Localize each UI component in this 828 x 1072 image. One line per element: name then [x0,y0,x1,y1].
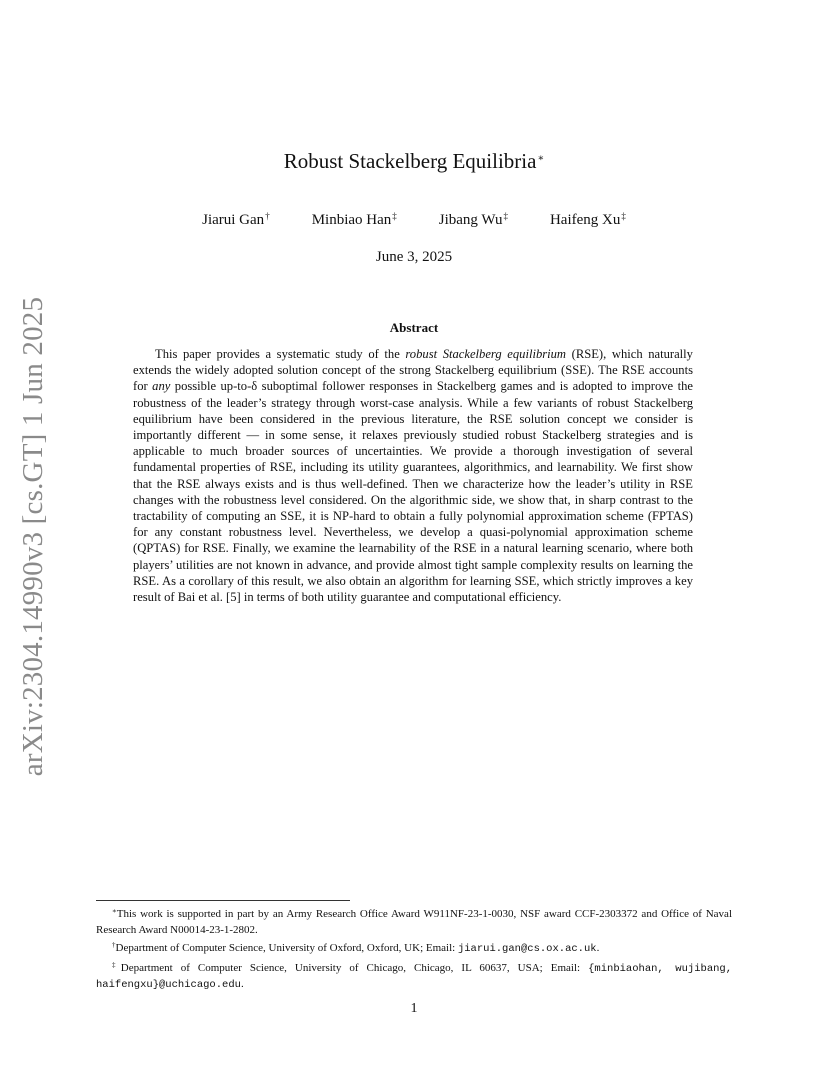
arxiv-side-identifier: arXiv:2304.14990v3 [cs.GT] 1 Jun 2025 [17,296,50,776]
author: Haifeng Xu‡ [549,211,626,228]
title-footnote-mark: ∗ [537,153,545,164]
author: Jibang Wu‡ [438,211,508,228]
footnote: ∗This work is supported in part by an Army Research Office Award W911NF-23-1-0030, NSF award CCF-2303372 and Office of Naval Research Award N00014-23-1-2802. [96,907,732,936]
paper-date: June 3, 2025 [375,249,453,265]
footnote-email[interactable]: jiarui.gan@cs.ox.ac.uk [457,943,597,955]
author: Jiarui Gan† [202,211,270,228]
paper-title: Robust Stackelberg Equilibria∗ [283,149,545,173]
footnote: †Department of Computer Science, University of Oxford, Oxford, UK; Email: jiarui.gan@cs.ox.ac.uk. [112,941,600,955]
abstract-heading: Abstract [389,320,439,335]
author: Minbiao Han‡ [311,211,397,228]
author-list [0,211,828,229]
page-number: 1 [410,1001,418,1016]
footnote-email[interactable]: {minbiaohan, wujibang, haifengxu}@uchicago.edu [96,962,733,991]
footnote: ‡Department of Computer Science, University of Chicago, Chicago, IL 60637, USA; Email: {minbiaohan, wujibang, haifengxu}@uchicago.edu. [96,960,733,991]
abstract-body: This paper provides a systematic study of the robust Stackelberg equilibrium (RSE), which naturally extends the widely adopted solution concept of the strong Stackelberg equilibrium (SSE). The RSE accounts for any possible up-to-δ suboptimal follower responses in Stackelberg games and is adopted to improve the robustness of the leader’s strategy through worst-case analysis. While a few variants of robust Stackelberg equilibrium have been considered in the previous literature, the RSE solution concept we consider is importantly different — in some sense, it relaxes previously studied robust Stackelberg strategies and is applicable to much broader sources of uncertainties. We provide a thorough investigation of several fundamental properties of RSE, including its utility guarantees, algorithmics, and learnability. We first show that the RSE always exists and is thus well-defined. Then we characterize how the leader’s utility in RSE changes with the robustness level considered. On the algorithmic side, we show that, in sharp contrast to the tractability of computing an SSE, it is NP-hard to obtain a fully polynomial approximation scheme (FPTAS) for any constant robustness level. Nevertheless, we develop a quasi-polynomial approximation scheme (QPTAS) for RSE. Finally, we examine the learnability of the RSE in a natural learning scenario, where both players’ utilities are not known in advance, and provide almost tight sample complexity results on learning the RSE. As a corollary of this result, we also obtain an algorithm for learning SSE, which strictly improves a key result of Bai et al. [5] in terms of both utility guarantee and computational efficiency. [133,347,693,605]
footnote-rule [96,900,350,901]
footnotes [96,904,732,994]
